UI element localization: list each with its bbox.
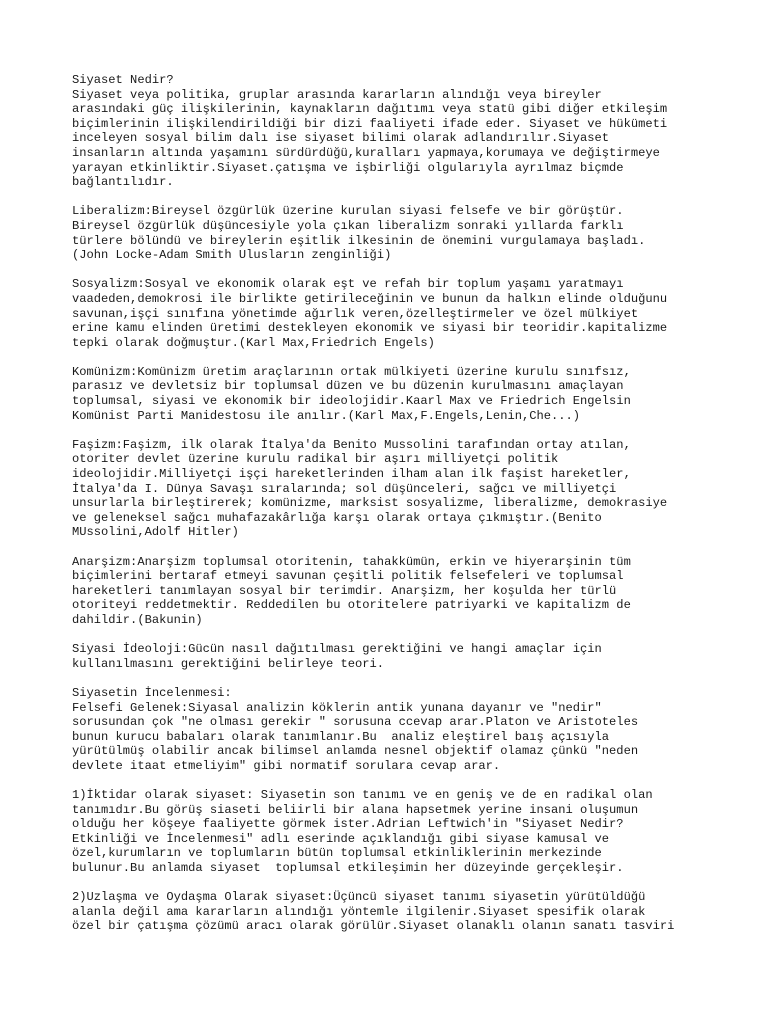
document-page bbox=[72, 73, 752, 949]
text-line: dahildir.(Bakunin) bbox=[72, 612, 203, 627]
text-line: 1)İktidar olarak siyaset: Siyasetin son tanımı ve en geniş ve de en radikal olan bbox=[72, 788, 653, 803]
text-line: ideolojidir.Milliyetçi işçi hareketlerinden ilham alan ilk faşist hareketler, bbox=[72, 467, 631, 482]
text-line: Siyaset veya politika, gruplar arasında kararların alındığı veya bireyler bbox=[72, 87, 602, 102]
text-paragraph bbox=[72, 788, 752, 876]
text-line: Anarşizm:Anarşizm toplumsal otoritenin, tahakkümün, erkin ve hiyerarşinin tüm bbox=[72, 554, 631, 569]
text-line: biçimlerinin ilişkilendirildiği bir dizi faaliyeti ifade eder. Siyaset ve hükümeti bbox=[72, 116, 668, 131]
text-line: Faşizm:Faşizm, ilk olarak İtalya'da Benito Mussolini tarafından ortay atılan, bbox=[72, 437, 631, 452]
text-line: yarayan etkinliktir.Siyaset.çatışma ve işbirliği olgularıyla ayrılmaz biçmde bbox=[72, 160, 624, 175]
text-paragraph bbox=[72, 365, 752, 423]
text-line: insanların altında yaşamını sürdürdüğü,kuralları yapmaya,korumaya ve değiştirmeye bbox=[72, 145, 660, 160]
text-line: bağlantılıdır. bbox=[72, 175, 174, 190]
text-paragraph bbox=[72, 204, 752, 262]
text-line: olduğu her köşeye faaliyette görmek ister.Adrian Leftwich'in "Siyaset Nedir? bbox=[72, 817, 624, 832]
text-line: bunun kurucu babaları olarak tanımlanır.Bu analiz eleştirel baış açısıyla bbox=[72, 729, 610, 744]
text-line: 2)Uzlaşma ve Oydaşma Olarak siyaset:Üçüncü siyaset tanımı siyasetin yürütüldüğü bbox=[72, 890, 646, 905]
text-line: biçimlerini bertaraf etmeyi savunan çeşitli politik felsefeleri ve toplumsal bbox=[72, 569, 624, 584]
text-line: otoriteyi reddetmektir. Reddedilen bu otoritelere patriyarki ve kapitalizm de bbox=[72, 598, 631, 613]
text-line: türlere bölündü ve bireylerin eşitlik ilkesinin de önemini vurgulamaya başladı. bbox=[72, 233, 646, 248]
text-line: özel bir çatışma çözümü aracı olarak görülür.Siyaset olanaklı olanın sanatı tasviri bbox=[72, 919, 675, 934]
text-line: arasındaki güç ilişkilerinin, kaynakların dağıtımı veya statü gibi diğer etkileşim bbox=[72, 102, 668, 117]
text-line: erine kamu elinden üretimi destekleyen ekonomik ve siyasi bir teoridir.kapitalizme bbox=[72, 321, 668, 336]
text-line: Komünist Parti Manidestosu ile anılır.(Karl Max,F.Engels,Lenin,Che...) bbox=[72, 408, 581, 423]
text-line: unsurlarla birleştirerek; komünizme, marksist sosyalizme, liberalizme, demokrasiye bbox=[72, 496, 668, 511]
text-line: otoriter devlet üzerine kurulu radikal bir aşırı milliyetçi politik bbox=[72, 452, 559, 467]
text-line: Sosyalizm:Sosyal ve ekonomik olarak eşt ve refah bir toplum yaşamı yaratmayı bbox=[72, 277, 624, 292]
text-line: Felsefi Gelenek:Siyasal analizin köklerin antik yunana dayanır ve "nedir" bbox=[72, 700, 602, 715]
text-paragraph bbox=[72, 73, 752, 190]
text-line: sorusundan çok "ne olması gerekir " sorusuna ccevap arar.Platon ve Aristoteles bbox=[72, 715, 639, 730]
text-line: hareketleri tanımlayan sosyal bir terimdir. Anarşizm, her koşulda her türlü bbox=[72, 583, 617, 598]
text-line: İtalya'da I. Dünya Savaşı sıralarında; sol düşünceleri, sağcı ve milliyetçi bbox=[72, 481, 617, 496]
text-line: Siyasi İdeoloji:Gücün nasıl dağıtılması gerektiğini ve hangi amaçlar için bbox=[72, 642, 602, 657]
text-line: MUssolini,Adolf Hitler) bbox=[72, 525, 239, 540]
text-line: ve geleneksel sağcı muhafazakârlığa karşı olarak ortaya çıkmıştır.(Benito bbox=[72, 510, 602, 525]
text-line: devlete itaat etmeliyim" gibi normatif sorulara cevap arar. bbox=[72, 758, 501, 773]
text-line: inceleyen sosyal bilim dalı ise siyaset bilimi olarak adlandırılır.Siyaset bbox=[72, 131, 610, 146]
text-line: Liberalizm:Bireysel özgürlük üzerine kurulan siyasi felsefe ve bir görüştür. bbox=[72, 204, 624, 219]
text-line: Etkinliği ve İncelenmesi" adlı eserinde açıklandığı gibi siyase kamusal ve bbox=[72, 831, 610, 846]
text-line: alanla değil ama kararların alındığı yöntemle ilgilenir.Siyaset spesifik olarak bbox=[72, 904, 646, 919]
text-line: tepki olarak doğmuştur.(Karl Max,Friedrich Engels) bbox=[72, 335, 435, 350]
text-line: kullanılmasını gerektiğini belirleye teori. bbox=[72, 656, 385, 671]
text-paragraph bbox=[72, 686, 752, 774]
text-line: parasız ve devletsiz bir toplumsal düzen ve bu düzenin kurulmasını amaçlayan bbox=[72, 379, 624, 394]
text-line: (John Locke-Adam Smith Ulusların zenginliği) bbox=[72, 248, 392, 263]
text-line: tanımıdır.Bu görüş siaseti beliirli bir alana hapsetmek yerine insani oluşumun bbox=[72, 802, 639, 817]
text-paragraph bbox=[72, 277, 752, 350]
text-paragraph bbox=[72, 555, 752, 628]
text-line: vaadeden,demokrosi ile birlikte getirileceğinin ve bunun da halkın elinde olduğunu bbox=[72, 291, 668, 306]
text-line: bulunur.Bu anlamda siyaset toplumsal etkileşimin her düzeyinde gerçekleşir. bbox=[72, 861, 624, 876]
text-line: toplumsal, siyasi ve ekonomik bir ideolojidir.Kaarl Max ve Friedrich Engelsin bbox=[72, 394, 631, 409]
text-line: Siyaset Nedir? bbox=[72, 73, 174, 87]
text-line: Siyasetin İncelenmesi: bbox=[72, 685, 232, 700]
text-line: Komünizm:Komünizm üretim araçlarının ortak mülkiyeti üzerine kurulu sınıfsız, bbox=[72, 364, 631, 379]
text-paragraph bbox=[72, 642, 752, 671]
text-paragraph bbox=[72, 890, 752, 934]
text-paragraph bbox=[72, 438, 752, 540]
text-line: savunan,işçi sınıfına yönetimde ağırlık veren,özelleştirmeler ve özel mülkiyet bbox=[72, 306, 639, 321]
text-line: Bireysel özgürlük düşüncesiyle yola çıkan liberalizm sonraki yıllarda farklı bbox=[72, 218, 624, 233]
text-line: özel,kurumların ve toplumların bütün toplumsal etkinliklerinin merkezinde bbox=[72, 846, 602, 861]
text-line: yürütülmüş olabilir ancak bilimsel anlamda nesnel objektif olamaz çünkü "neden bbox=[72, 744, 639, 759]
